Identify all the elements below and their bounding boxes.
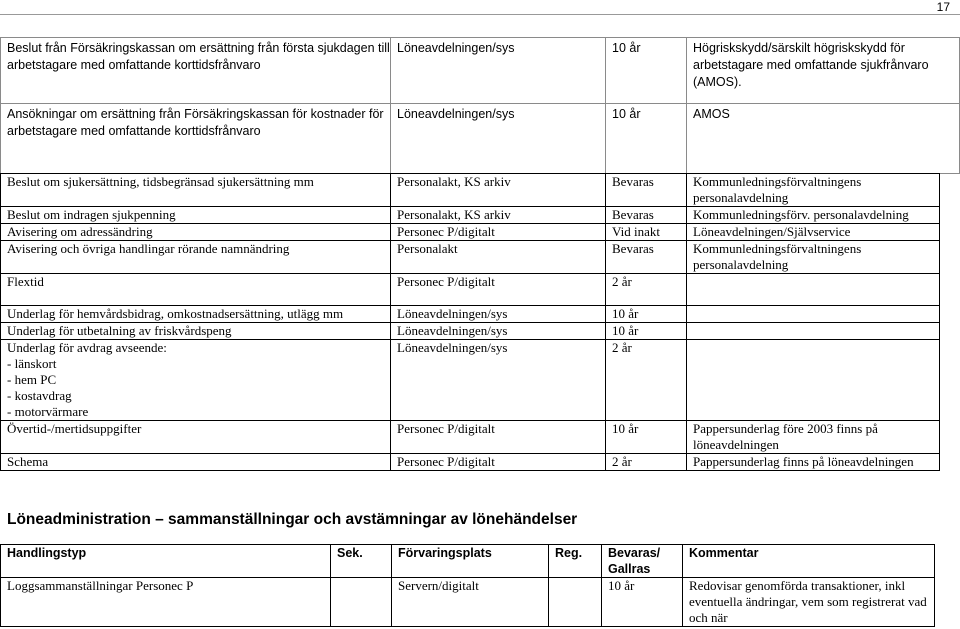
list-item: - hem PC: [7, 372, 57, 387]
header-sek: Sek.: [331, 545, 392, 578]
cell-comment: [687, 323, 940, 340]
cell-place: Löneavdelningen/sys: [391, 323, 606, 340]
cell-reg: [549, 578, 602, 627]
cell-type: Beslut om sjukersättning, tidsbegränsad sjukersättning mm: [1, 174, 391, 207]
cell-keep: Bevaras: [606, 207, 687, 224]
cell-keep: Bevaras: [606, 174, 687, 207]
table-row: [1, 274, 940, 306]
cell-place: Personec P/digitalt: [391, 274, 606, 306]
cell-keep: 10 år: [606, 306, 687, 323]
cell-comment: Högriskskydd/särskilt högriskskydd för arbetstagare med omfattande sjukfrånvaro (AMOS).: [687, 38, 960, 104]
list-item: - kostavdrag: [7, 388, 72, 403]
section-heading: Löneadministration – sammanställningar och avstämningar av lönehändelser: [7, 511, 578, 528]
cell-keep: 10 år: [606, 323, 687, 340]
cell-place: Personec P/digitalt: [391, 224, 606, 241]
cell-comment: Kommunledningsförvaltningens personalavdelning: [687, 241, 940, 274]
cell-comment: Kommunledningsförvaltningens personalavdelning: [687, 174, 940, 207]
cell-keep: Bevaras: [606, 241, 687, 274]
table-row: [1, 454, 940, 471]
table-row: [1, 207, 940, 224]
cell-sek: [331, 578, 392, 627]
cell-keep: Vid inakt: [606, 224, 687, 241]
cell-type: Beslut om indragen sjukpenning: [1, 207, 391, 224]
cell-place: Personec P/digitalt: [391, 454, 606, 471]
cell-type: Underlag för hemvårdsbidrag, omkostnadsersättning, utlägg mm: [1, 306, 391, 323]
cell-type: [1, 340, 391, 421]
header-comment: Kommentar: [683, 545, 935, 578]
cell-comment: AMOS: [687, 104, 960, 174]
cell-keep: 10 år: [602, 578, 683, 627]
cell-type: Övertid-/mertidsuppgifter: [1, 421, 391, 454]
cell-place: Löneavdelningen/sys: [391, 38, 606, 104]
cell-keep: 10 år: [606, 38, 687, 104]
header-rule: [0, 14, 960, 15]
cell-type: Ansökningar om ersättning från Försäkringskassan för kostnader för arbetstagare med omfattande korttidsfrånvaro: [1, 104, 391, 174]
retention-table-top: [0, 37, 960, 174]
cell-type: Underlag för utbetalning av friskvårdspeng: [1, 323, 391, 340]
cell-type: Loggsammanställningar Personec P: [1, 578, 331, 627]
cell-keep: 2 år: [606, 340, 687, 421]
table-row: [1, 578, 935, 627]
list-item: - länskort: [7, 356, 57, 371]
cell-place: Löneavdelningen/sys: [391, 340, 606, 421]
cell-keep: 2 år: [606, 274, 687, 306]
table-row: [1, 306, 940, 323]
list-item: - motorvärmare: [7, 404, 89, 419]
retention-table-mid: [0, 173, 940, 471]
cell-place: Löneavdelningen/sys: [391, 306, 606, 323]
table-row: [1, 241, 940, 274]
cell-comment: Löneavdelningen/Självservice: [687, 224, 940, 241]
cell-place: Personalakt, KS arkiv: [391, 207, 606, 224]
header-place: Förvaringsplats: [392, 545, 549, 578]
table-row: [1, 323, 940, 340]
table-row: [1, 421, 940, 454]
header-type: Handlingstyp: [1, 545, 331, 578]
cell-type: Beslut från Försäkringskassan om ersättning från första sjukdagen till arbetstagare med omfattande korttidsfrånvaro: [1, 38, 391, 104]
cell-place: Löneavdelningen/sys: [391, 104, 606, 174]
cell-keep: 10 år: [606, 104, 687, 174]
cell-keep: 10 år: [606, 421, 687, 454]
table-row: [1, 340, 940, 421]
cell-type: Avisering om adressändring: [1, 224, 391, 241]
header-reg: Reg.: [549, 545, 602, 578]
table-row: [1, 174, 940, 207]
cell-comment: Pappersunderlag före 2003 finns på löneavdelningen: [687, 421, 940, 454]
table-row: [1, 104, 960, 174]
cell-place: Servern/digitalt: [392, 578, 549, 627]
header-keep: Bevaras/ Gallras: [602, 545, 683, 578]
retention-table-bottom: [0, 544, 935, 627]
cell-comment: [687, 340, 940, 421]
cell-comment: Kommunledningsförv. personalavdelning: [687, 207, 940, 224]
cell-place: Personalakt, KS arkiv: [391, 174, 606, 207]
cell-type: Avisering och övriga handlingar rörande namnändring: [1, 241, 391, 274]
table-header-row: [1, 545, 935, 578]
cell-type: Flextid: [1, 274, 391, 306]
cell-comment: [687, 306, 940, 323]
cell-place: Personalakt: [391, 241, 606, 274]
cell-keep: 2 år: [606, 454, 687, 471]
table-row: [1, 38, 960, 104]
page-number: 17: [936, 0, 950, 14]
cell-comment: [687, 274, 940, 306]
cell-comment: Pappersunderlag finns på löneavdelningen: [687, 454, 940, 471]
table-row: [1, 224, 940, 241]
cell-type: Schema: [1, 454, 391, 471]
cell-comment: Redovisar genomförda transaktioner, inkl eventuella ändringar, vem som registrerat vad och när: [683, 578, 935, 627]
cell-place: Personec P/digitalt: [391, 421, 606, 454]
cell-type-text: Underlag för avdrag avseende:: [7, 340, 167, 355]
deduction-list: [7, 356, 390, 420]
